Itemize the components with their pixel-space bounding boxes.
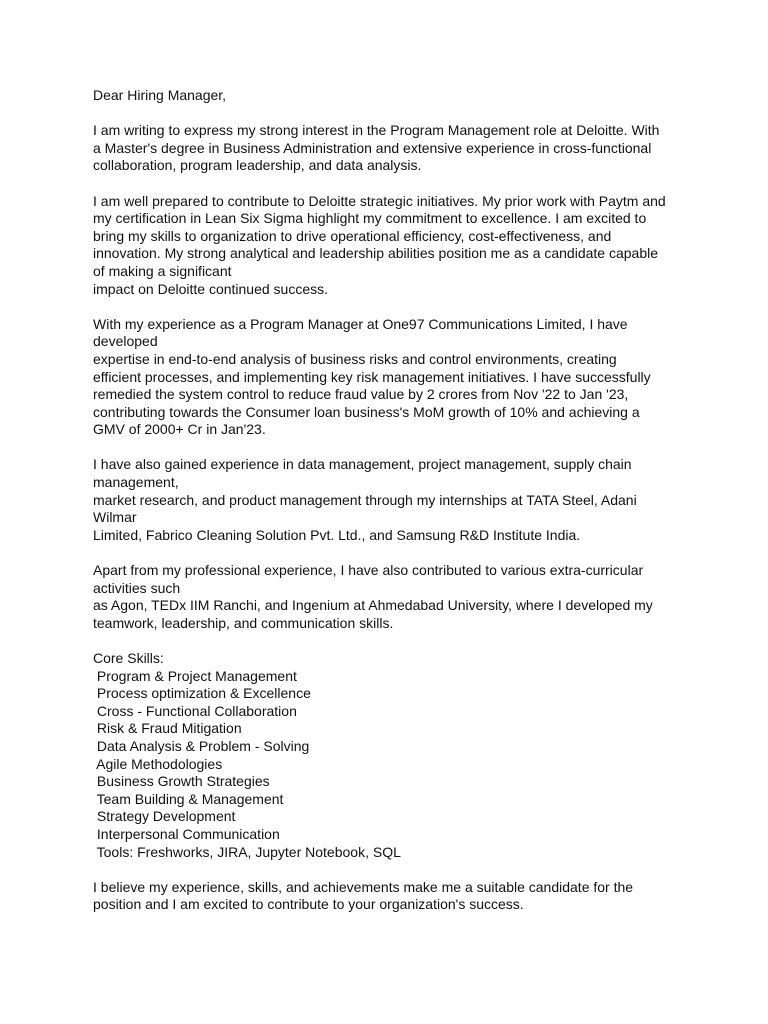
paragraph-line: contributing towards the Consumer loan business's MoM growth of 10% and achieving a xyxy=(93,403,640,420)
paragraph-gap xyxy=(93,439,693,457)
paragraph-line: expertise in end-to-end analysis of business risks and control environments, creating xyxy=(93,350,617,367)
paragraph-line: activities such xyxy=(93,579,181,596)
core-skills-heading: Core Skills: xyxy=(93,650,164,666)
skill-item: Data Analysis & Problem - Solving xyxy=(93,737,310,754)
paragraph-line: Limited, Fabrico Cleaning Solution Pvt. Ltd., and Samsung R&D Institute India. xyxy=(93,526,581,543)
paragraph-line: teamwork, leadership, and communication skills. xyxy=(93,614,394,631)
paragraph-gap xyxy=(93,298,693,316)
paragraph-line: impact on Deloitte continued success. xyxy=(93,280,329,297)
paragraph-line: With my experience as a Program Manager at One97 Communications Limited, I have xyxy=(93,315,628,332)
paragraph-line: Apart from my professional experience, I have also contributed to various extra-curricular xyxy=(93,562,644,579)
paragraph-gap xyxy=(93,861,693,879)
paragraph-line: innovation. My strong analytical and leadership abilities position me as a candidate capable xyxy=(93,245,659,262)
paragraph-line: efficient processes, and implementing key risk management initiatives. I have successfully xyxy=(93,368,651,385)
core-skills-section xyxy=(93,650,693,861)
paragraph-experience xyxy=(93,316,693,439)
skill-item: Risk & Fraud Mitigation xyxy=(93,720,242,737)
skill-item: Agile Methodologies xyxy=(93,755,223,772)
paragraph-line: I have also gained experience in data management, project management, supply chain xyxy=(93,456,632,473)
skill-item: Process optimization & Excellence xyxy=(93,685,311,702)
paragraph-line: position and I am excited to contribute to your organization's success. xyxy=(93,896,524,913)
paragraph-gap xyxy=(93,632,693,650)
skill-item: Team Building & Management xyxy=(93,790,284,807)
paragraph-line: as Agon, TEDx IIM Ranchi, and Ingenium at Ahmedabad University, where I developed my xyxy=(93,597,653,614)
paragraph-line: collaboration, program leadership, and data analysis. xyxy=(93,157,422,174)
paragraph-preparation xyxy=(93,193,693,299)
paragraph-line: management, xyxy=(93,474,179,491)
skill-item: Strategy Development xyxy=(93,808,236,825)
salutation: Dear Hiring Manager, xyxy=(93,87,227,103)
paragraph-line: bring my skills to organization to drive operational efficiency, cost-effectiveness, and xyxy=(93,227,612,244)
cover-letter xyxy=(93,87,693,914)
skill-item: Interpersonal Communication xyxy=(93,825,280,842)
paragraph-line: I believe my experience, skills, and achievements make me a suitable candidate for the xyxy=(93,878,634,895)
paragraph-closing xyxy=(93,879,693,914)
skill-item: Tools: Freshworks, JIRA, Jupyter Notebook, SQL xyxy=(93,843,401,860)
skill-item: Cross - Functional Collaboration xyxy=(93,702,297,719)
paragraph-line: remedied the system control to reduce fraud value by 2 crores from Nov '22 to Jan '23, xyxy=(93,386,629,403)
paragraph-line: Wilmar xyxy=(93,509,137,526)
paragraph-extracurricular xyxy=(93,562,693,632)
skill-item: Business Growth Strategies xyxy=(93,773,270,790)
paragraph-intro xyxy=(93,122,693,175)
paragraph-line: I am writing to express my strong interest in the Program Management role at Deloitte. With xyxy=(93,122,660,139)
skill-item: Program & Project Management xyxy=(93,667,297,684)
paragraph-line: developed xyxy=(93,333,158,350)
paragraph-line: I am well prepared to contribute to Deloitte strategic initiatives. My prior work with Paytm and xyxy=(93,192,666,209)
paragraph-gap xyxy=(93,105,693,123)
paragraph-internships xyxy=(93,456,693,544)
paragraph-line: market research, and product management through my internships at TATA Steel, Adani xyxy=(93,491,637,508)
paragraph-line: GMV of 2000+ Cr in Jan'23. xyxy=(93,421,266,438)
core-skills-list xyxy=(93,668,693,862)
paragraph-gap xyxy=(93,175,693,193)
paragraph-line: my certification in Lean Six Sigma highlight my commitment to excellence. I am excited to xyxy=(93,210,647,227)
paragraph-gap xyxy=(93,544,693,562)
paragraph-line: a Master's degree in Business Administration and extensive experience in cross-functional xyxy=(93,139,652,156)
paragraph-line: of making a significant xyxy=(93,262,232,279)
